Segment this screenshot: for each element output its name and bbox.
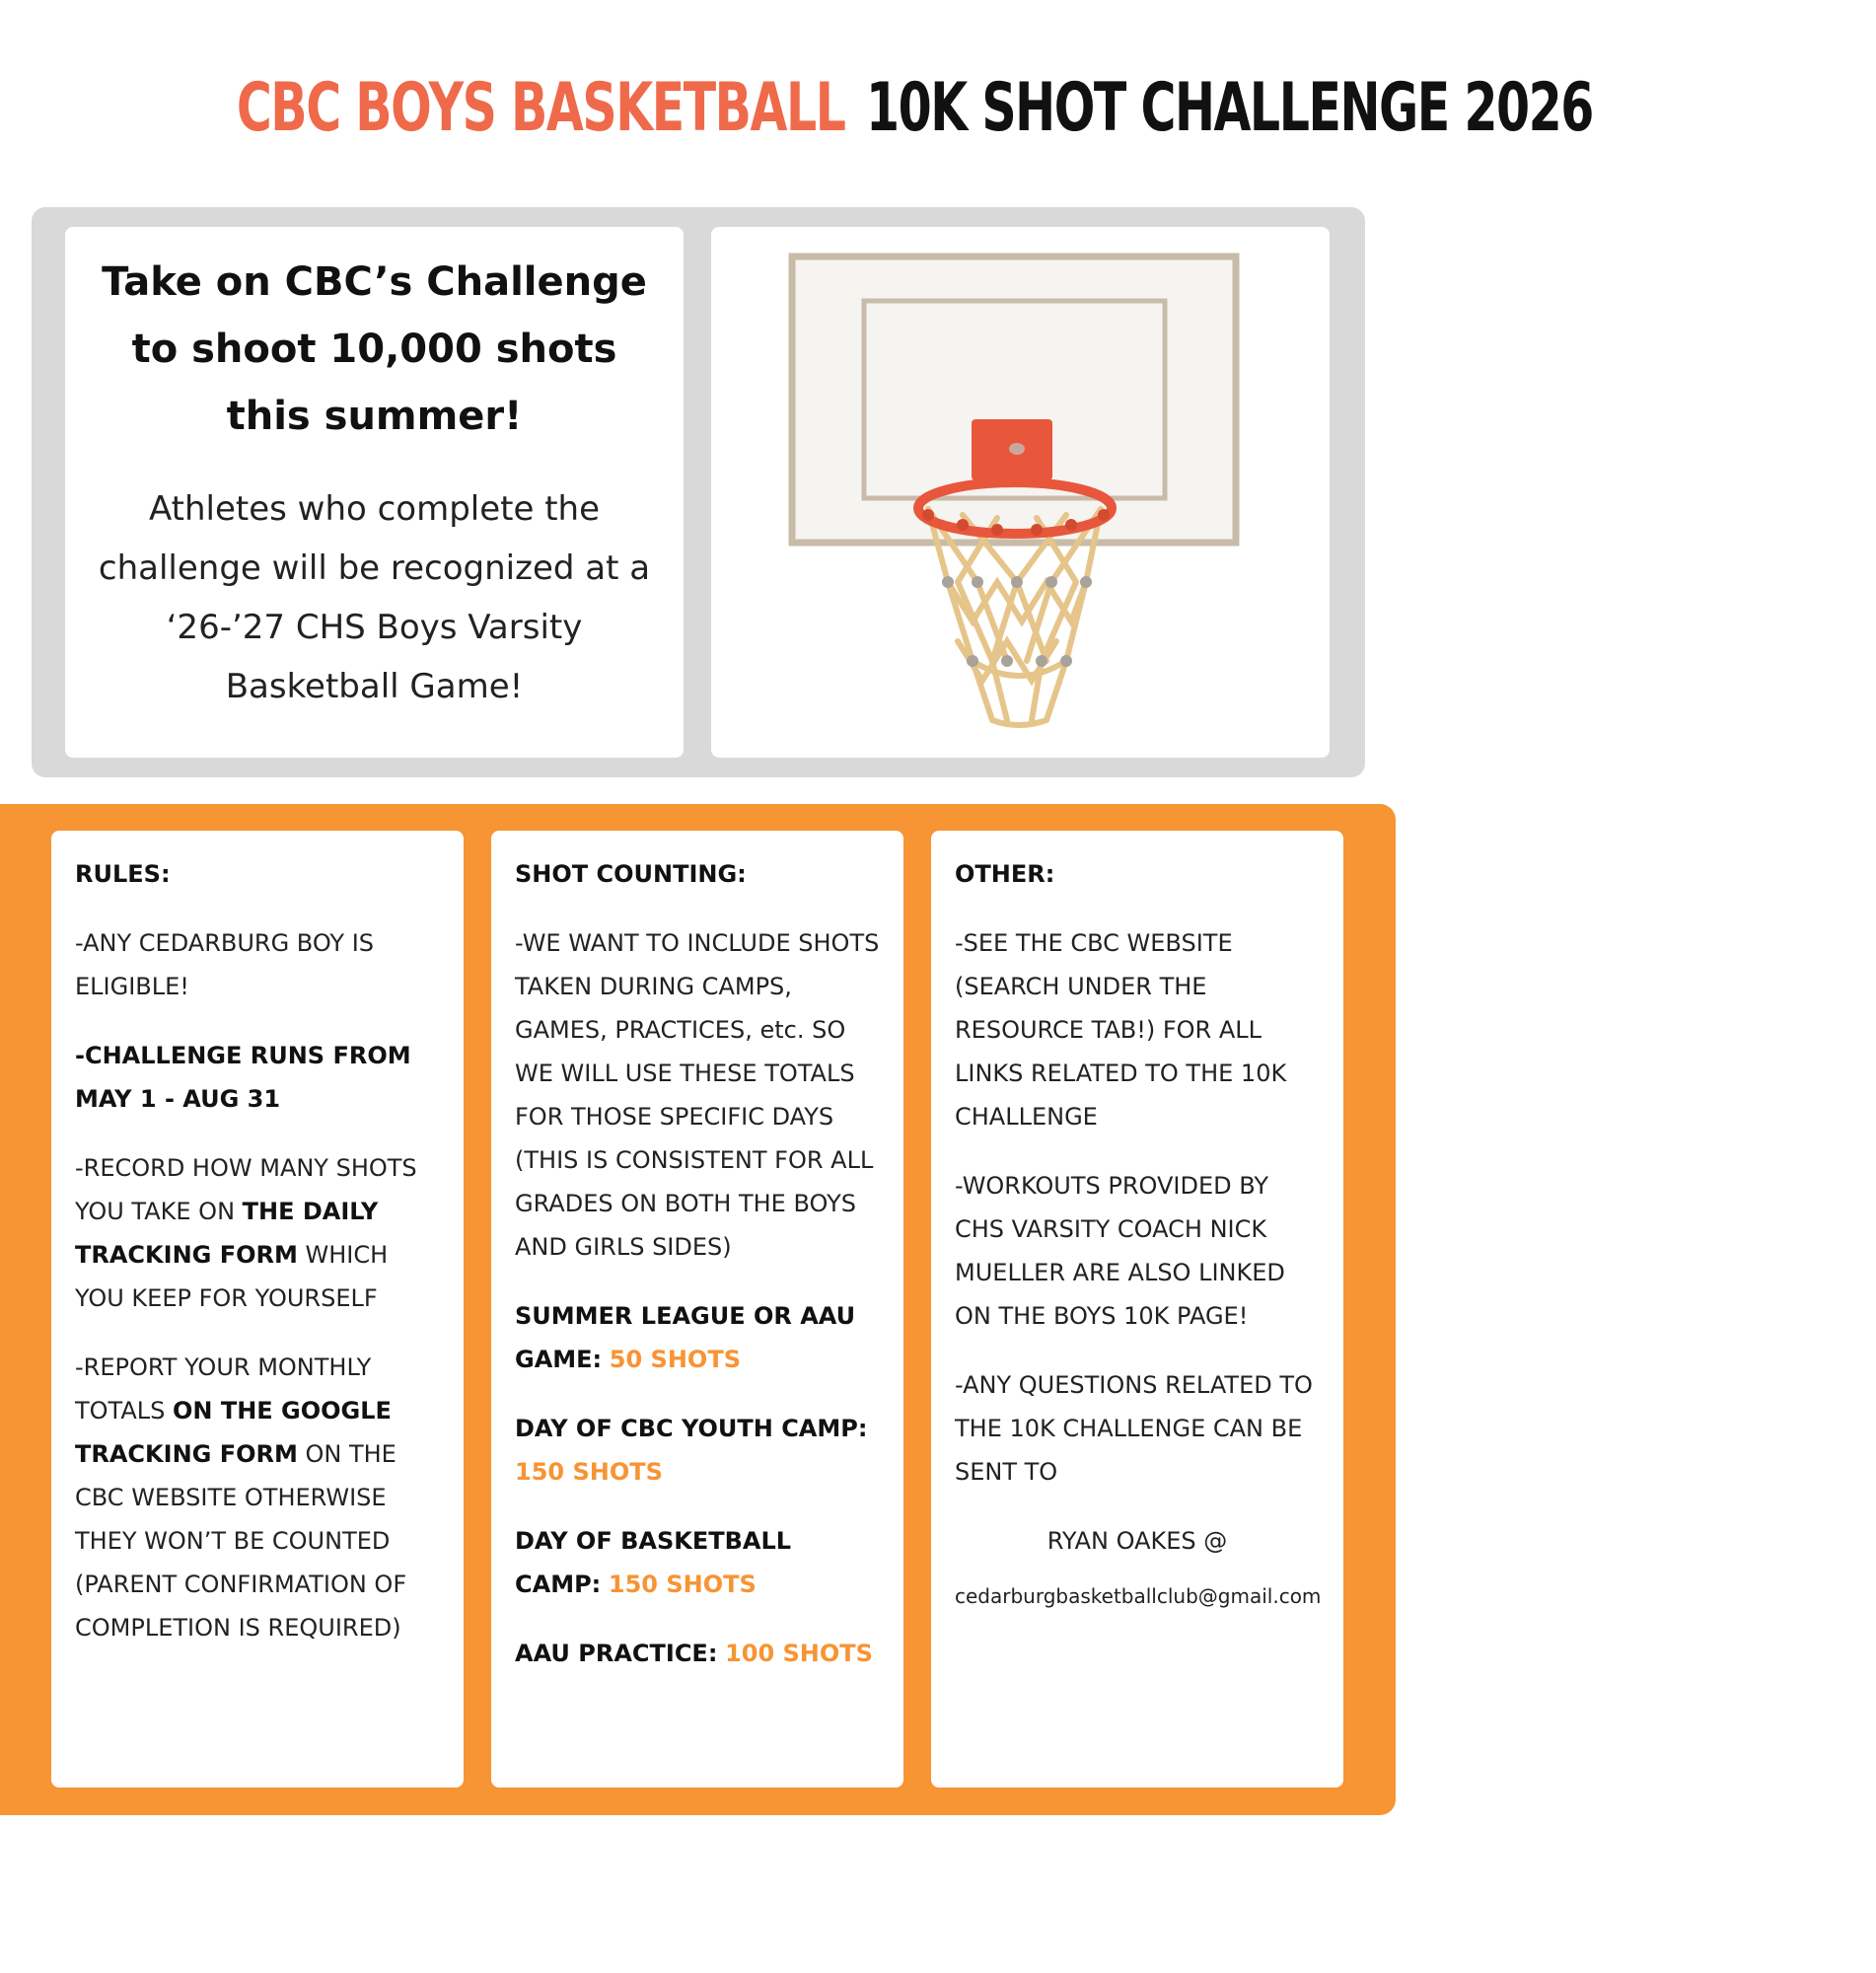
shot-counting-intro: -WE WANT TO INCLUDE SHOTS TAKEN DURING CAMPS, GAMES, PRACTICES, etc. SO WE WILL USE THESE TOTALS FOR THOSE SPECIFIC DAYS (THIS IS CONSISTENT FOR ALL GRADES ON BOTH THE BOYS AND GIRLS SIDES) — [515, 929, 880, 1261]
title-club-name: CBC BOYS BASKETBALL — [236, 69, 845, 147]
page-title — [0, 69, 1594, 168]
shot-counting-item: SUMMER LEAGUE OR AAU GAME: 50 SHOTS — [515, 1302, 856, 1373]
contact-email[interactable]: cedarburgbasketballclub@gmail.com — [955, 1584, 1322, 1608]
shot-counting-item: AAU PRACTICE: 100 SHOTS — [515, 1640, 873, 1667]
daily-tracking-form-text: THE DAILY TRACKING FORM — [75, 1198, 379, 1269]
rules-item: -ANY CEDARBURG BOY IS ELIGIBLE! — [75, 929, 375, 1000]
rules-item-bold: -CHALLENGE RUNS FROM MAY 1 - AUG 31 — [75, 1042, 411, 1113]
shot-value: 50 SHOTS — [609, 1346, 741, 1373]
intro-card — [65, 227, 684, 758]
other-item: -WORKOUTS PROVIDED BY CHS VARSITY COACH NICK MUELLER ARE ALSO LINKED ON THE BOYS 10K PAGE! — [955, 1172, 1285, 1330]
hoop-card — [711, 227, 1330, 758]
other-card — [931, 831, 1343, 1788]
intro-body: Athletes who complete the challenge will be recognized at a ‘26-’27 CHS Boys Varsity Basketball Game! — [98, 489, 651, 706]
rules-card — [51, 831, 464, 1788]
shot-counting-heading: SHOT COUNTING: — [515, 860, 747, 888]
rules-item — [75, 1034, 440, 1121]
contact-name: RYAN OAKES @ — [1046, 1527, 1228, 1555]
title-challenge-name: 10K SHOT CHALLENGE 2026 — [866, 69, 1594, 147]
other-heading: OTHER: — [955, 860, 1055, 888]
rules-heading: RULES: — [75, 860, 171, 888]
shot-counting-item: DAY OF BASKETBALL CAMP: 150 SHOTS — [515, 1527, 792, 1598]
other-item: -ANY QUESTIONS RELATED TO THE 10K CHALLENGE CAN BE SENT TO — [955, 1371, 1313, 1486]
shot-counting-item: DAY OF CBC YOUTH CAMP: 150 SHOTS — [515, 1415, 868, 1486]
google-tracking-form-text: ON THE GOOGLE TRACKING FORM — [75, 1397, 392, 1468]
shot-value: 150 SHOTS — [608, 1571, 757, 1598]
shot-value: 100 SHOTS — [725, 1640, 873, 1667]
rules-item: -REPORT YOUR MONTHLY TOTALS ON THE GOOGLE TRACKING FORM ON THE CBC WEBSITE OTHERWISE THEY WON’T BE COUNTED (PARENT CONFIRMATION OF COMPLETION IS REQUIRED) — [75, 1353, 407, 1642]
basketball-hoop-icon — [711, 227, 1330, 758]
shot-counting-card — [491, 831, 903, 1788]
intro-heading: Take on CBC’s Challenge to shoot 10,000 shots this summer! — [102, 259, 647, 439]
shot-value: 150 SHOTS — [515, 1458, 663, 1486]
other-item: -SEE THE CBC WEBSITE (SEARCH UNDER THE RESOURCE TAB!) FOR ALL LINKS RELATED TO THE 10K CHALLENGE — [955, 929, 1287, 1131]
rules-item: -RECORD HOW MANY SHOTS YOU TAKE ON THE DAILY TRACKING FORM WHICH YOU KEEP FOR YOURSELF — [75, 1154, 417, 1312]
